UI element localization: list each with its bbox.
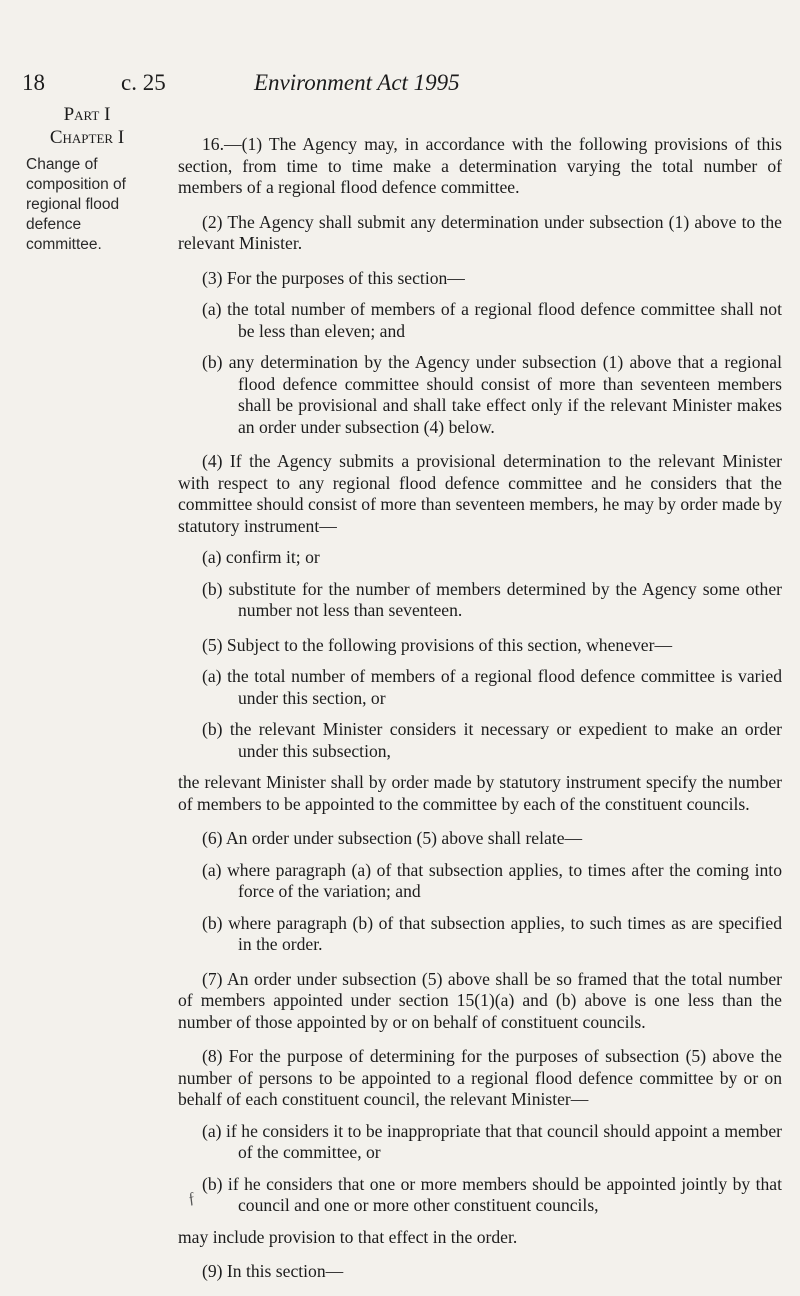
chapter-heading: Chapter I — [49, 127, 125, 148]
subsection-6: (6) An order under subsection (5) above shall relate— — [202, 828, 583, 848]
subsection-9: (9) In this section— — [202, 1261, 344, 1281]
subsection-3-a: (a) the total number of members of a regional flood defence committee shall not be less than eleven; and — [202, 299, 782, 341]
subsection-4-a: (a) confirm it; or — [202, 547, 320, 567]
subsection-8-tail: may include provision to that effect in the order. — [178, 1226, 518, 1247]
subsection-5-tail: the relevant Minister shall by order made by statutory instrument specify the number of members to be appointed to the committee by each of the constituent councils. — [178, 772, 782, 814]
subsection-5-b: (b) the relevant Minister considers it necessary or expedient to make an order under this subsection, — [202, 719, 782, 761]
section-body — [178, 134, 782, 1296]
subsection-3: (3) For the purposes of this section— — [202, 267, 465, 288]
subsection-3-b: (b) any determination by the Agency under subsection (1) above that a regional flood defence committee should consist of more than seventeen members shall be provisional and shall take effect only if the relevant Minister makes an order under subsection (4) below. — [202, 352, 782, 437]
page-number: 18 — [22, 70, 45, 95]
subsection-6-b: (b) where paragraph (b) of that subsection applies, to such times as are specified in the order. — [202, 912, 782, 954]
subsection-7: (7) An order under subsection (5) above shall be so framed that the total number of members appointed under section 15(1)(a) and (b) above is one less than the number of those appointed by or on behalf of constituent councils. — [178, 968, 782, 1032]
chapter-reference: c. 25 — [121, 70, 166, 95]
subsection-8: (8) For the purpose of determining for the purposes of subsection (5) above the number of persons to be appointed to a regional flood defence committee by or on behalf of each constituent council, the relevant Minister— — [178, 1046, 782, 1109]
subsection-2: (2) The Agency shall submit any determination under subsection (1) above to the relevant Minister. — [178, 211, 782, 253]
subsection-4-b: (b) substitute for the number of members determined by the Agency some other number not less than seventeen. — [202, 578, 782, 620]
part-heading: Part I — [63, 104, 111, 125]
subsection-6-a: (a) where paragraph (a) of that subsection applies, to times after the coming into force of the variation; and — [202, 859, 782, 901]
subsection-4: (4) If the Agency submits a provisional determination to the relevant Minister with respect to any regional flood defence committee and he considers that the committee should consist of more than seventeen members, he may by order made by statutory instrument— — [178, 451, 782, 536]
act-title: Environment Act 1995 — [254, 70, 460, 95]
margin-column — [22, 103, 132, 255]
subsection-8-a: (a) if he considers it to be inappropriate that that council should appoint a member of the committee, or — [202, 1120, 782, 1162]
subsection-8-b: (b) if he considers that one or more members should be appointed jointly by that council and one or more other constituent councils, — [202, 1173, 782, 1215]
subsection-5: (5) Subject to the following provisions of this section, whenever— — [202, 634, 673, 655]
pen-mark: ƒ — [185, 1189, 198, 1208]
section-sidenote: Change of composition of regional flood defence committee. — [26, 156, 126, 253]
subsection-1: 16.—(1) The Agency may, in accordance with the following provisions of this section, from time to time make a determination varying the total number of members of a regional flood defence committee. — [178, 134, 782, 197]
subsection-5-a: (a) the total number of members of a regional flood defence committee is varied under this section, or — [202, 666, 782, 708]
